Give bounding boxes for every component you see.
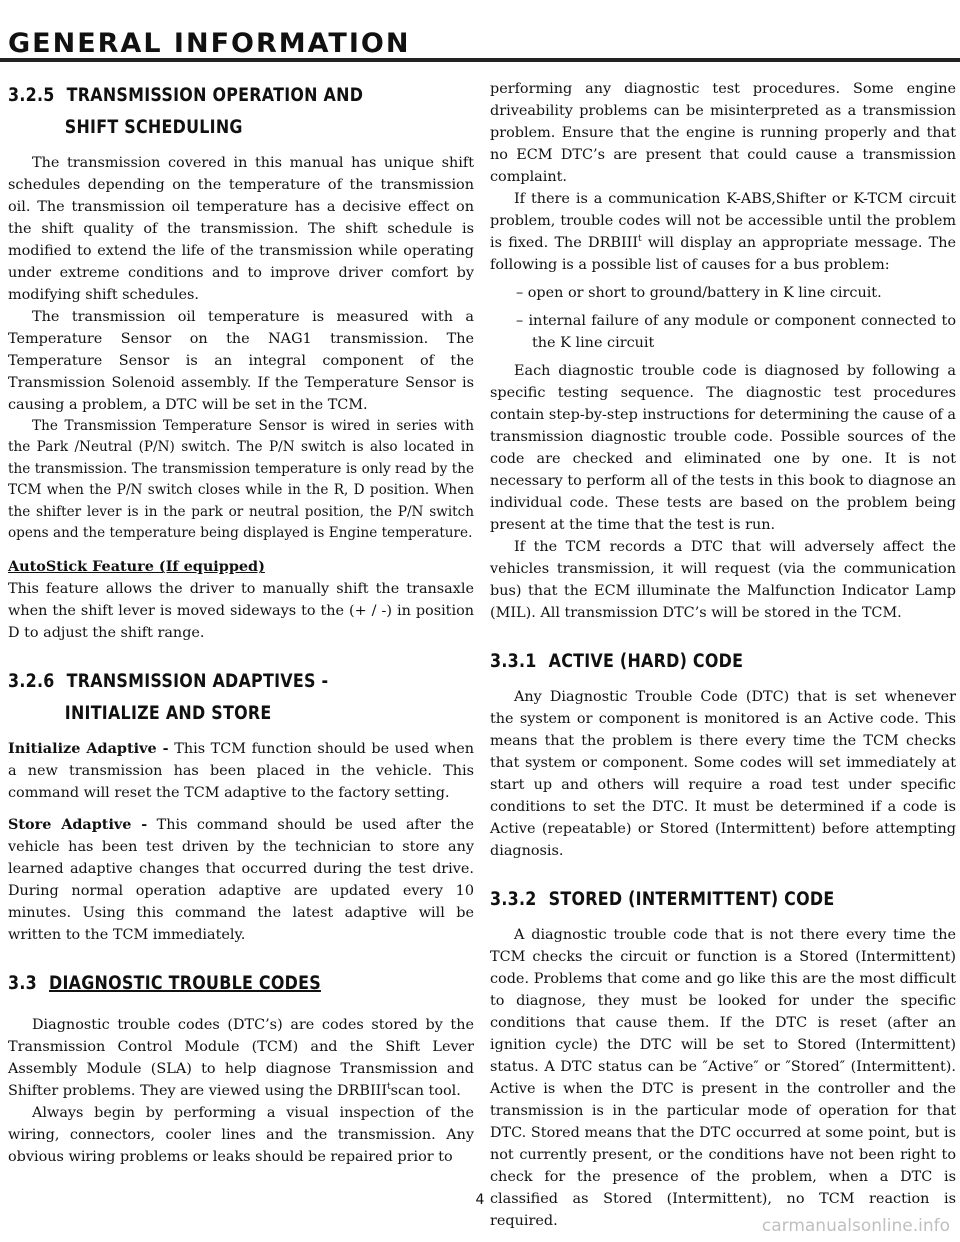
section-number: 3.3.1 bbox=[490, 651, 537, 672]
section-number: 3.2.6 bbox=[8, 671, 55, 693]
paragraph: Diagnostic trouble codes (DTC’s) are codes stored by the Transmission Control Module (TCM) and the Shift Lever Assembly Module (SLA) to help diagnose Transmission and Shifter problems. They are viewed using the DRBIII$^t$scan tool. bbox=[8, 1017, 474, 1100]
section-number: 3.3.2 bbox=[490, 889, 537, 910]
watermark: carmanualsonline.info bbox=[761, 1216, 950, 1236]
term-body: This command should be used after the vehicle has been test driven by the technician to store any learned adaptive changes that occurred during the test drive. During normal operation adaptive are updated every 10 minutes. Using this command the latest adaptive will be written to the TCM immediately. bbox=[8, 817, 474, 944]
right-column bbox=[490, 78, 956, 1232]
paragraph: Always begin by performing a visual inspection of the wiring, connectors, cooler lines and the transmission. Any obvious wiring problems or leaks should be repaired prior to bbox=[8, 1105, 474, 1166]
paragraph-initialize-adaptive bbox=[8, 738, 474, 804]
page-header bbox=[0, 0, 960, 62]
section-heading-3-3-2 bbox=[490, 884, 954, 916]
paragraph: Each diagnostic trouble code is diagnosed by following a specific testing sequence. The diagnostic test procedures contain step-by-step instructions for determining the cause of a transmission diagnostic trouble code. Possible sources of the code are checked and eliminated one by one. It is not necessary to perform all of the tests in this book to diagnose an individual code. These tests are based on the problem being present at the time that the test is run. bbox=[490, 363, 956, 533]
section-title: ACTIVE (HARD) CODE bbox=[548, 651, 744, 672]
trademark-symbol: t bbox=[638, 234, 642, 245]
paragraph-store-adaptive bbox=[8, 814, 474, 946]
section-number: 3.3 bbox=[8, 973, 37, 995]
section-heading-3-2-6 bbox=[8, 666, 472, 730]
paragraph: The transmission covered in this manual has unique shift schedules depending on the temperature of the transmission oil. The transmission oil temperature has a decisive effect on the shift quality of the transmission. The shift schedule is modified to extend the life of the transmission while operating under extreme conditions and to improve driver comfort by modifying shift schedules. bbox=[8, 155, 474, 303]
section-number: 3.2.5 bbox=[8, 85, 55, 106]
page-number: 4 bbox=[475, 1192, 485, 1208]
paragraph: The Transmission Temperature Sensor is wired in series with the Park /Neutral (P/N) switch. The P/N switch is also located in the transmission. The transmission temperature is only read by the TCM when the P/N switch closes while in the R, D position. When the shifter lever is in the park or neutral position, the P/N switch opens and the temperature being displayed is Engine temperature. bbox=[8, 418, 474, 542]
paragraph: If the TCM records a DTC that will adversely affect the vehicles transmission, it will request (via the communication bus) that the ECM illuminate the Malfunction Indicator Lamp (MIL). All transmission DTC’s will be stored in the TCM. bbox=[490, 539, 956, 621]
section-title-line2: SHIFT SCHEDULING bbox=[64, 117, 243, 138]
section-title: STORED (INTERMITTENT) CODE bbox=[548, 889, 835, 910]
paragraph: The transmission oil temperature is measured with a Temperature Sensor on the NAG1 transmission. The Temperature Sensor is an integral component of the Transmission Solenoid assembly. If the Temperature Sensor is causing a problem, a DTC will be set in the TCM. bbox=[8, 309, 474, 413]
section-heading-3-3-1 bbox=[490, 646, 954, 678]
paragraph: A diagnostic trouble code that is not there every time the TCM checks the circuit or function is a Stored (Intermittent) code. Problems that come and go like this are the most difficult to diagnose, they must be looked for under the specific conditions that cause them. If the DTC is reset (after an ignition cycle) the DTC will be set to Stored (Intermittent) status. A DTC status can be ″Active″ or ″Stored″ (Intermittent). Active is when the DTC is present in the controller and the transmission is in the particular mode of operation for that DTC. Stored means that the DTC occurred at some point, but is not currently present, or the conditions have not been right to check for the presence of the problem, when a DTC is classified as Stored (Intermittent), no TCM reaction is required. bbox=[490, 927, 956, 1229]
page-title: GENERAL INFORMATION bbox=[8, 28, 411, 59]
trademark-symbol: t bbox=[387, 1082, 391, 1093]
paragraph: This feature allows the driver to manually shift the transaxle when the shift lever is moved sideways to the (+ / -) in position D to adjust the shift range. bbox=[8, 581, 474, 642]
paragraph-continued: performing any diagnostic test procedures. Some engine driveability problems can be misinterpreted as a transmission problem. Ensure that the engine is running properly and that no ECM DTC’s are present that could cause a transmission complaint. bbox=[490, 81, 956, 185]
section-title: DIAGNOSTIC TROUBLE CODES bbox=[49, 973, 321, 995]
list-item: – internal failure of any module or component connected to the K line circuit bbox=[516, 313, 956, 351]
left-column bbox=[8, 76, 474, 1168]
paragraph: Any Diagnostic Trouble Code (DTC) that is set whenever the system or component is monitored is an Active code. This means that the problem is there every time the TCM checks that system or component. Some codes will set immediately at start up and others will require a road test under specific conditions to set the DTC. It must be determined if a code is Active (repeatable) or Stored (Intermittent) before attempting diagnosis. bbox=[490, 689, 956, 859]
term-label: Store Adaptive - bbox=[8, 816, 148, 834]
section-heading-3-3 bbox=[8, 968, 472, 1000]
term-label: Initialize Adaptive - bbox=[8, 740, 169, 758]
section-heading-3-2-5 bbox=[8, 80, 472, 144]
section-title-line1: TRANSMISSION ADAPTIVES - bbox=[66, 671, 329, 693]
subheading-autostick: AutoStick Feature (If equipped) bbox=[8, 558, 265, 576]
list-item: – open or short to ground/battery in K line circuit. bbox=[516, 285, 882, 301]
paragraph: If there is a communication K-ABS,Shifter or K-TCM circuit problem, trouble codes will not be accessible until the problem is fixed. The DRBIII$^t$ will display an appropriate message. The following is a possible list of causes for a bus problem: bbox=[490, 191, 956, 273]
section-title-line2: INITIALIZE AND STORE bbox=[64, 703, 272, 725]
section-title-line1: TRANSMISSION OPERATION AND bbox=[66, 85, 364, 106]
bullet-list bbox=[490, 282, 956, 354]
term-body: This TCM function should be used when a new transmission has been placed in the vehicle. This command will reset the TCM adaptive to the factory setting. bbox=[8, 741, 475, 802]
